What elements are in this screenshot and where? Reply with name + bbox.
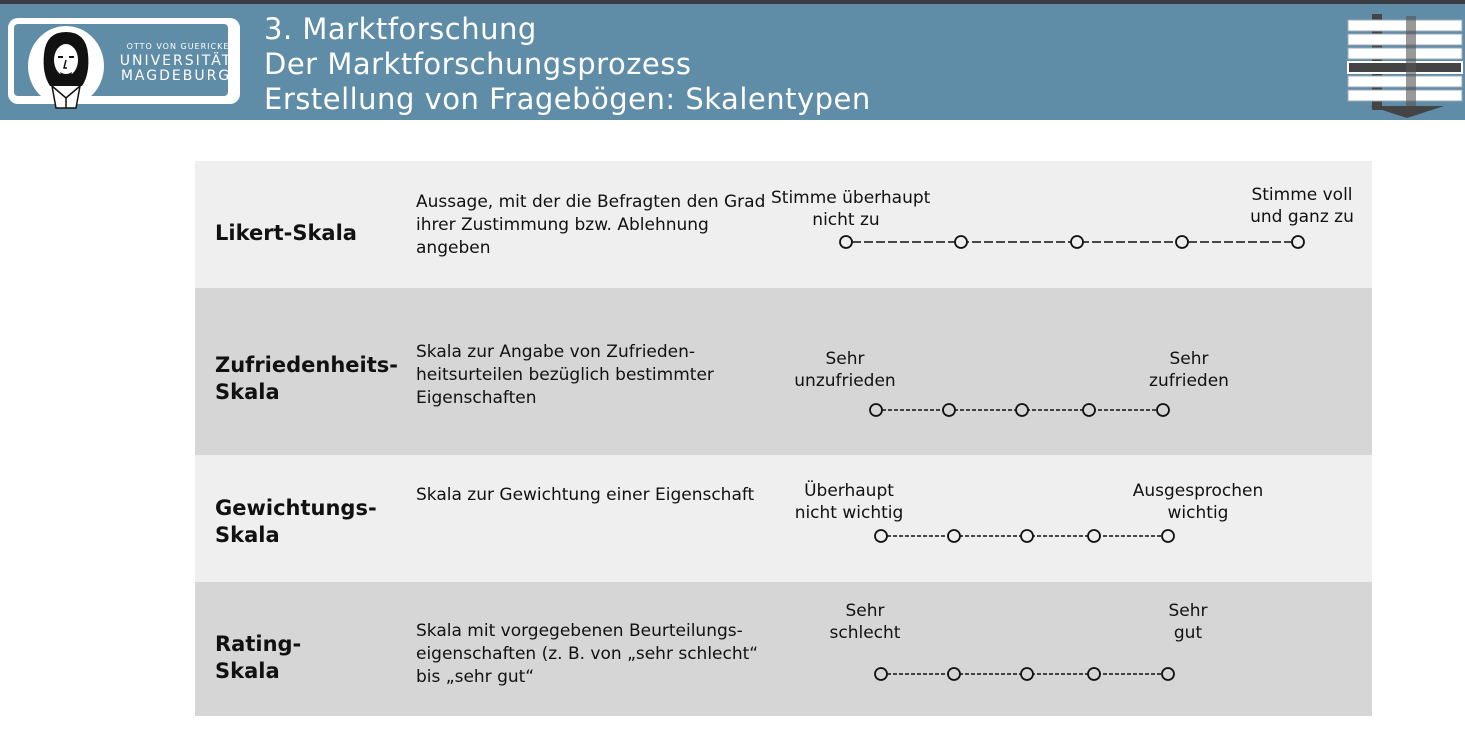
label-line: Sehr [825,349,865,369]
row-zufriedenheit [195,288,1372,455]
label-line: und ganz zu [1250,207,1354,227]
slide-titles [264,12,871,117]
term-line: Skala [215,659,280,683]
label-line: wichtig [1167,503,1229,523]
title-section: Der Marktforschungsprozess [264,47,692,81]
label-line: nicht zu [812,210,880,230]
likert-right-label [1237,184,1367,228]
row-likert [195,161,1372,288]
zufriedenheit-scale [865,399,1175,421]
rating-left-label [805,600,925,644]
scale-point[interactable] [1292,236,1304,248]
label-line: Stimme überhaupt [771,188,931,208]
scale-point[interactable] [1162,668,1174,680]
desc-rating: Skala mit vorgegebenen Beurteilungs-eigenschaften (z. B. von „sehr schlecht“ bis „sehr gut“ [416,621,759,687]
scale-point[interactable] [955,236,967,248]
label-line: Ausgesprochen [1132,481,1264,501]
row-rating [195,582,1372,716]
desc-likert: Aussage, mit der die Befragten den Grad ihrer Zustimmung bzw. Ablehnung angeben [416,192,766,258]
label-line: gut [1173,623,1203,643]
label-line: Sehr [1168,601,1208,621]
rating-right-label [1148,600,1228,644]
scale-point[interactable] [840,236,852,248]
logo-line-2-3 [118,54,234,84]
scale-point[interactable] [1162,530,1174,542]
label-line: unzufrieden [794,371,896,391]
scale-point[interactable] [1083,404,1095,416]
label-line: schlecht [829,623,901,643]
scale-point[interactable] [1088,668,1100,680]
label-line: Sehr [845,601,885,621]
likert-scale [835,231,1315,253]
label-line: Sehr [1169,349,1209,369]
guericke-portrait-icon [24,24,108,110]
scale-point[interactable] [875,530,887,542]
label-line: Stimme voll [1251,185,1353,205]
scale-point[interactable] [1157,404,1169,416]
logo-panel [14,24,233,96]
rating-scale [870,663,1180,685]
zufriedenheit-right-label [1133,348,1245,392]
scale-point[interactable] [870,404,882,416]
title-topic: Erstellung von Fragebögen: Skalentypen [264,82,871,116]
label-line: nicht wichtig [794,503,904,523]
scale-point[interactable] [1016,404,1028,416]
scale-point[interactable] [948,668,960,680]
gewichtung-scale [870,525,1180,547]
term-line: Skala [215,523,280,547]
term-zufriedenheit [215,352,398,406]
term-likert [215,220,357,247]
navigation-stack-icon[interactable] [1346,14,1464,118]
term-line: Rating- [215,632,302,656]
desc-zufriedenheit: Skala zur Angabe von Zufrieden-heitsurteilen bezüglich bestimmter Eigenschaften [416,342,714,408]
scale-point[interactable] [1176,236,1188,248]
gewichtung-left-label [780,480,918,524]
term-line: Zufriedenheits- [215,353,398,377]
likert-left-label [771,187,931,231]
logo-line-3: MAGDEBURG [120,68,232,84]
scale-point[interactable] [1021,530,1033,542]
scale-point[interactable] [1071,236,1083,248]
scale-point[interactable] [1021,668,1033,680]
label-line: Überhaupt [804,481,894,501]
scale-point[interactable] [943,404,955,416]
scale-types-table [195,161,1372,716]
term-line: Skala [215,380,280,404]
row-gewichtung [195,455,1372,582]
logo-line-2: UNIVERSITÄT [119,53,233,69]
zufriedenheit-left-label [783,348,907,392]
scale-point[interactable] [948,530,960,542]
term-gewichtung [215,495,377,549]
university-logo [8,18,240,104]
term-line: Likert-Skala [215,221,357,245]
gewichtung-right-label [1120,480,1276,524]
desc-gewichtung: Skala zur Gewichtung einer Eigenschaft [416,485,755,505]
term-rating [215,631,301,685]
term-line: Gewichtungs- [215,496,377,520]
scale-point[interactable] [1088,530,1100,542]
header-bar [0,4,1465,120]
title-chapter: 3. Marktforschung [264,12,537,46]
logo-line-1: OTTO VON GUERICKE [126,42,230,51]
scale-point[interactable] [875,668,887,680]
label-line: zufrieden [1149,371,1229,391]
